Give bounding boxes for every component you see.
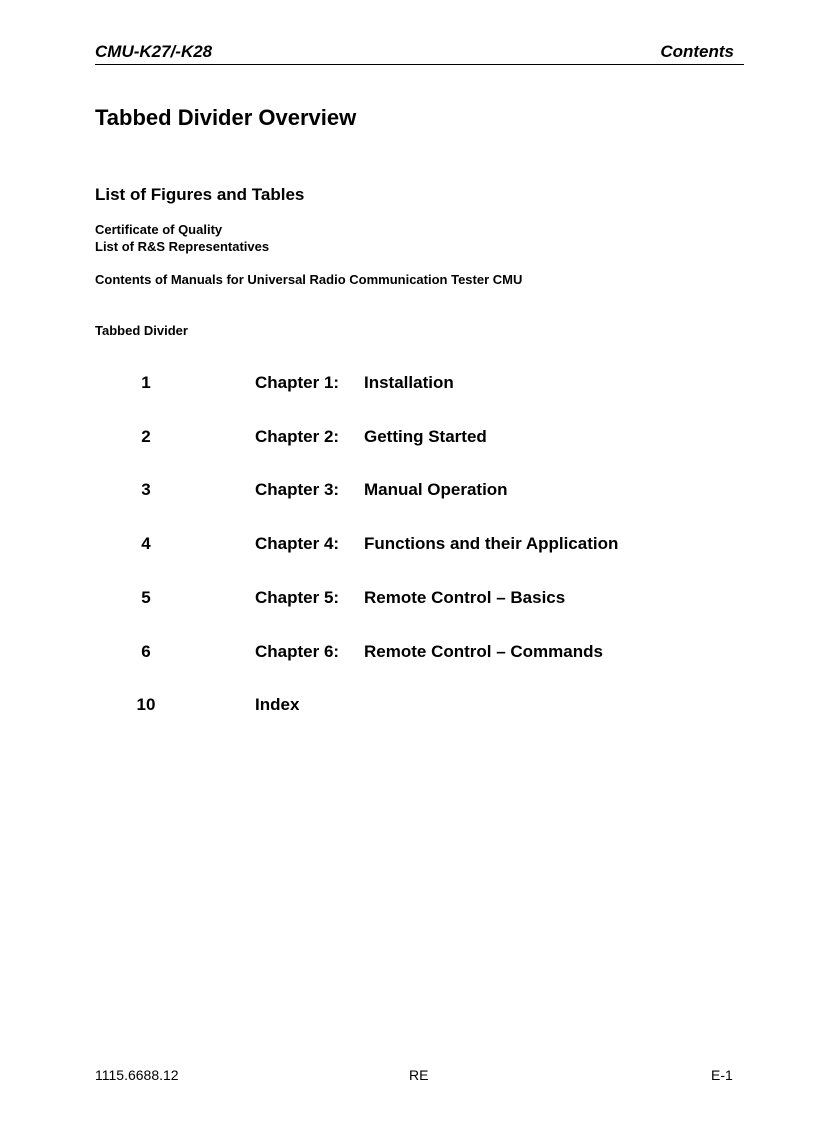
chapter-row: [0, 640, 837, 664]
chapter-number: 1: [141, 373, 151, 392]
chapter-label: Chapter 5:: [255, 588, 340, 607]
chapter-number: 10: [136, 695, 156, 714]
chapter-row: [0, 693, 837, 717]
footer-center-label: RE: [409, 1067, 429, 1083]
list-of-representatives: List of R&S Representatives: [95, 239, 270, 254]
chapter-title: Getting Started: [364, 427, 487, 446]
chapter-row: [0, 532, 837, 556]
chapter-row: [0, 586, 837, 610]
chapter-row: [0, 425, 837, 449]
certificate-of-quality: Certificate of Quality: [95, 222, 223, 237]
chapter-number: 5: [141, 588, 151, 607]
header-product-name: CMU-K27/-K28: [95, 42, 213, 61]
chapter-row: [0, 478, 837, 502]
footer-doc-number: 1115.6688.12: [95, 1067, 179, 1083]
manuals-contents-line: Contents of Manuals for Universal Radio Communication Tester CMU: [95, 272, 523, 287]
chapter-label: Chapter 4:: [255, 534, 340, 553]
chapter-title: Installation: [364, 373, 454, 392]
chapter-title: Remote Control – Commands: [364, 642, 603, 661]
chapter-number: 3: [141, 480, 151, 499]
list-of-figures-heading: List of Figures and Tables: [95, 185, 305, 204]
tabbed-divider-label: Tabbed Divider: [95, 323, 188, 338]
chapter-row: [0, 371, 837, 395]
chapter-number: 4: [141, 534, 151, 553]
chapter-label: Chapter 3:: [255, 480, 340, 499]
chapter-title: Remote Control – Basics: [364, 588, 566, 607]
footer-page-number: E-1: [711, 1067, 733, 1083]
chapter-label: Chapter 6:: [255, 642, 340, 661]
index-label: Index: [255, 695, 300, 714]
page-title: Tabbed Divider Overview: [95, 105, 357, 130]
chapter-title: Functions and their Application: [364, 534, 619, 553]
chapter-number: 6: [141, 642, 151, 661]
header-section-name: Contents: [660, 42, 734, 61]
chapter-label: Chapter 1:: [255, 373, 340, 392]
chapter-label: Chapter 2:: [255, 427, 340, 446]
chapter-title: Manual Operation: [364, 480, 508, 499]
page-header: [95, 42, 744, 65]
chapter-number: 2: [141, 427, 151, 446]
